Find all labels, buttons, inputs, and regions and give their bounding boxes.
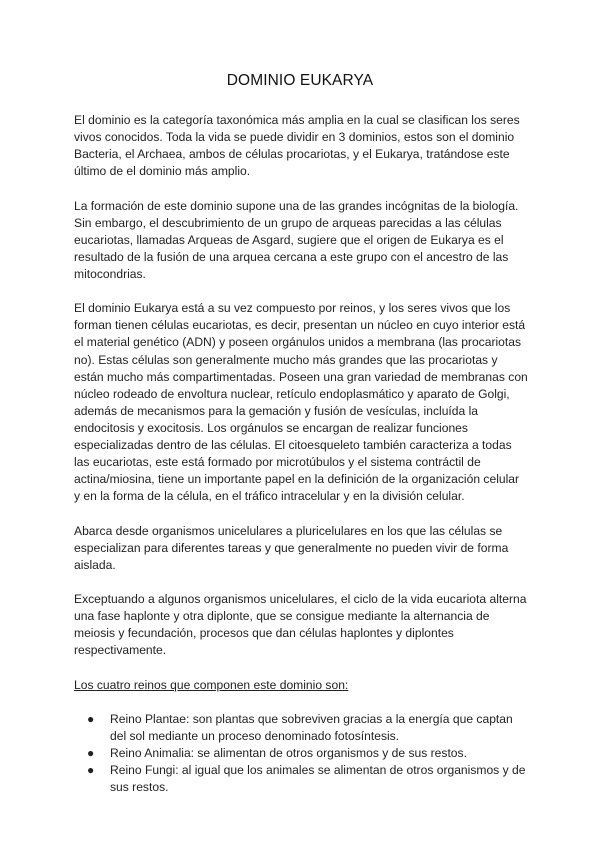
list-item <box>74 762 528 796</box>
paragraph-domain-origin: La formación de este dominio supone una de las grandes incógnitas de la biología. Sin embargo, el descubrimiento de un grupo de arqueas parecidas a las células eucariotas, llamadas Arqueas de Asgard, sugiere que el origen de Eukarya es el resultado de la fusión de una arquea cercana a este grupo con el ancestro de las mitocondrias. <box>74 198 519 281</box>
paragraph-domain-definition: El dominio es la categoría taxonómica más amplia en la cual se clasifican los seres vivos conocidos. Toda la vida se puede dividir en 3 dominios, estos son el dominio Bacteria, el Archaea, ambos de células procariotas, y el Eukarya, tratándose este último de el dominio más amplio. <box>74 113 520 179</box>
page-title: DOMINIO EUKARYA <box>226 72 374 89</box>
list-item-text: Reino Plantae: son plantas que sobreviven gracias a la energía que captan del sol mediante un proceso denominado fotosíntesis. <box>110 711 513 743</box>
kingdoms-list-heading: Los cuatro reinos que componen este dominio son: <box>74 677 349 692</box>
list-item <box>74 745 528 762</box>
bullet-icon: ● <box>87 746 95 761</box>
paragraph-life-cycle: Exceptuando a algunos organismos unicelulares, el ciclo de la vida eucariota alterna una fase haplonte y otra diplonte, que se consigue mediante la alternancia de meiosis y fecundación, procesos que dan células haplontes y diplontes respectivamente. <box>74 592 527 658</box>
paragraph-eukaryotic-cells: El dominio Eukarya está a su vez compuesto por reinos, y los seres vivos que los forman tienen células eucariotas, es decir, presentan un núcleo en cuyo interior está el material genético (ADN) y poseen orgánulos unidos a membrana (las procariotas no). Estas células son generalmente mucho más grandes que las procariotas y están mucho más compartimentadas. Poseen una gran variedad de membranas con núcleo rodeado de envoltura nuclear, retículo endoplasmático y aparato de Golgi, además de mecanismos para la gemación y fusión de vesículas, incluída la endocitosis y exocitosis. Los orgánulos se encargan de realizar funciones especializadas dentro de las células. El citoesqueleto también caracteriza a todas las eucariotas, este está formado por microtúbulos y el sistema contráctil de actina/miosina, tiene un importante papel en la definición de la organización celular y en la forma de la célula, en el tráfico intracelular y en la división celular. <box>74 301 528 504</box>
paragraph-organism-range: Abarca desde organismos unicelulares a pluricelulares en los que las células se especializan para diferentes tareas y que generalmente no pueden vivir de forma aislada. <box>74 523 509 572</box>
list-item-text: Reino Fungi: al igual que los animales se alimentan de otros organismos y de sus restos. <box>110 763 526 795</box>
list-item-text: Reino Animalia: se alimentan de otros organismos y de sus restos. <box>110 746 467 761</box>
bullet-icon: ● <box>87 711 95 726</box>
bullet-icon: ● <box>87 763 95 778</box>
list-item <box>74 711 528 745</box>
document-body <box>74 112 528 796</box>
kingdoms-list <box>74 711 528 796</box>
